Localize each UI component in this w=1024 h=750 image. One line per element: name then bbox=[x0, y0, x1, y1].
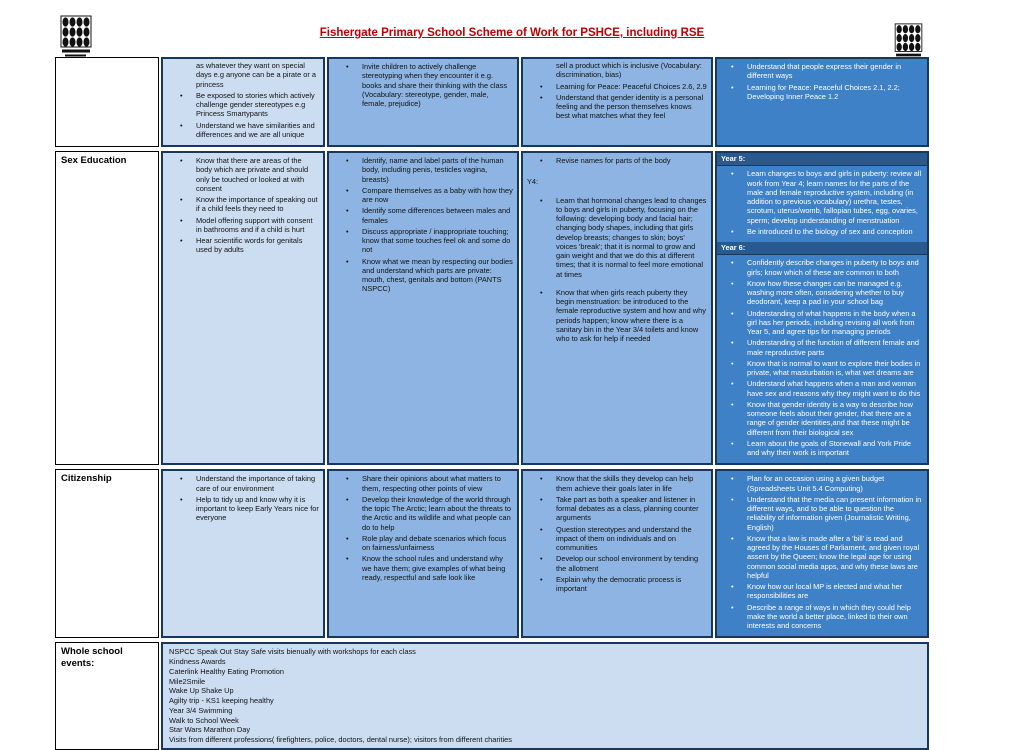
block-content bbox=[526, 177, 708, 346]
block-content bbox=[166, 473, 320, 525]
cell-block bbox=[526, 61, 708, 124]
bullet-item: • Know the importance of speaking out if a child feels they need to bbox=[166, 195, 319, 214]
content-cell bbox=[521, 57, 713, 147]
bullet-item: • Know that the skills they develop can help them achieve their goals later in life bbox=[526, 474, 707, 493]
content-cell bbox=[715, 151, 929, 465]
cell-block bbox=[332, 61, 514, 111]
bullet-item: • Revise names for parts of the body bbox=[526, 156, 707, 165]
bullet-list bbox=[332, 473, 514, 585]
bullet-list bbox=[717, 168, 924, 239]
cell-block bbox=[166, 473, 320, 525]
cell-block bbox=[166, 155, 320, 258]
year-group-bar: Year 6: bbox=[717, 242, 927, 255]
bullet-item: • Understand that the media can present information in different ways, and to be able to question the reliability of information given (Journalistic Writing, English) bbox=[717, 495, 923, 532]
bullet-item: • Learning for Peace: Peaceful Choices 2.1, 2.2; Developing Inner Peace 1.2 bbox=[717, 83, 923, 102]
bullet-item: • Know that a law is made after a 'bill' is read and agreed by the Houses of Parliament, and given royal assent by the Queen; know the legal age for using common social media apps, and why these laws are helpful bbox=[717, 534, 923, 580]
content-cell bbox=[715, 469, 929, 638]
bullet-list bbox=[166, 155, 320, 258]
bullet-item: • Understanding of what happens in the body when a girl has her periods, including revising all work from Year 5, and agree tips for managing periods bbox=[717, 309, 923, 337]
content-cell bbox=[521, 151, 713, 465]
content-cell bbox=[521, 469, 713, 638]
block-content bbox=[332, 473, 514, 585]
continued-text: as whatever they want on special days e.g anyone can be a pirate or a princess bbox=[196, 61, 316, 89]
bullet-item: • Plan for an occasion using a given budget (Spreadsheets Unit 5.4 Computing) bbox=[717, 474, 923, 493]
content-cell bbox=[327, 151, 519, 465]
bullet-item: • Learn that hormonal changes lead to changes to boys and girls in puberty, focusing on the following: developing body and facial hair; changing body shapes, including that girls develop breasts; changes to skin; boys' voices 'break'; that it is normal to grow and gain weight and that we do this at different times; that it is normal to feel more emotional at times bbox=[526, 196, 707, 279]
event-line: NSPCC Speak Out Stay Safe visits bienually with workshops for each class bbox=[169, 647, 416, 657]
bullet-item: • Question stereotypes and understand the impact of them on individuals and on communities bbox=[526, 525, 707, 553]
row-label: Sex Education bbox=[55, 151, 159, 465]
cell-block bbox=[526, 155, 708, 168]
block-content bbox=[717, 166, 927, 242]
bullet-item: • Confidently describe changes in puberty to boys and girls; know which of these are common to both bbox=[717, 258, 923, 277]
bullet-item: • Learning for Peace: Peaceful Choices 2.6, 2.9 bbox=[526, 82, 707, 91]
content-cell bbox=[161, 151, 325, 465]
cell-block bbox=[717, 153, 927, 242]
bullet-list bbox=[717, 61, 924, 104]
cell-block bbox=[717, 242, 927, 463]
content-cell bbox=[327, 469, 519, 638]
bullet-item: • Share their opinions about what matters to them, respecting other points of view bbox=[332, 474, 513, 493]
year-group-bar: Year 5: bbox=[717, 153, 927, 166]
bullet-item: • Discuss appropriate / inappropriate touching; know that some touches feel ok and some do not bbox=[332, 227, 513, 255]
bullet-list bbox=[166, 90, 320, 142]
bullet-list bbox=[526, 155, 708, 168]
bullet-item: • Hear scientific words for genitals used by adults bbox=[166, 236, 319, 255]
block-content bbox=[526, 473, 708, 596]
cell-block bbox=[717, 471, 927, 636]
cell-block bbox=[526, 177, 708, 346]
event-line: Kindness Awards bbox=[169, 657, 226, 666]
bullet-item: • Understand the importance of taking care of our environment bbox=[166, 474, 319, 493]
event-line: Caterlink Healthy Eating Promotion bbox=[169, 666, 285, 676]
bullet-item: • Model offering support with consent in bathrooms and if a child is hurt bbox=[166, 216, 319, 235]
bullet-list bbox=[717, 257, 924, 460]
event-line: Mile2Smile bbox=[169, 676, 206, 686]
row-label bbox=[55, 57, 159, 147]
bullet-list bbox=[332, 61, 514, 111]
cell-block bbox=[717, 59, 927, 107]
bullet-item: • Know how our local MP is elected and what her responsibilities are bbox=[717, 582, 923, 601]
bullet-item: • Describe a range of ways in which they could help make the world a better place, linked to their own interests and concerns bbox=[717, 603, 923, 631]
bullet-item: • Compare themselves as a baby with how they are now bbox=[332, 186, 513, 205]
event-line: Walk to School Week bbox=[169, 715, 239, 725]
block-content bbox=[166, 155, 320, 258]
bullet-item: • Develop our school environment by tending the allotment bbox=[526, 554, 707, 573]
bullet-item: • Identify, name and label parts of the human body, including penis, testicles vagina, breasts) bbox=[332, 156, 513, 184]
bullet-item: • Understanding of the function of different female and male reproductive parts bbox=[717, 338, 923, 357]
bullet-item: • Learn changes to boys and girls in puberty: review all work from Year 4; learn names for the parts of the male and female reproductive system, including (in addition to previous vocabulary) urethra, testes, scrotum, uterus/womb, fallopian tubes, egg, ovaries, sperm; develop understanding of menstruation bbox=[717, 169, 923, 225]
cell-block bbox=[332, 473, 514, 585]
bullet-item: • Identify some differences between males and females bbox=[332, 206, 513, 225]
block-content bbox=[166, 61, 320, 142]
content-cell bbox=[327, 57, 519, 147]
content-cell bbox=[161, 57, 325, 147]
bullet-list bbox=[526, 473, 708, 596]
cell-block bbox=[166, 61, 320, 142]
bullet-item: • Know that when girls reach puberty they begin menstruation: be introduced to the female reproductive system and how and why periods happen; know where there is a sanitary bin in the Year 3/4 toilets and know who to ask for help if needed bbox=[526, 288, 707, 344]
bullet-item: • Know that gender identity is a way to describe how someone feels about their gender, that there are a range of gender identities,and that these might be different from their biological sex bbox=[717, 400, 923, 437]
bullet-item: • Understand that gender identity is a personal feeling and the person themselves knows best what matches what they feel bbox=[526, 93, 707, 121]
block-content bbox=[717, 59, 927, 107]
bullet-list bbox=[526, 81, 708, 124]
block-content bbox=[717, 471, 927, 636]
event-line: Year 3/4 Swimming bbox=[169, 705, 233, 715]
row-label: Whole school events: bbox=[55, 642, 159, 750]
block-content bbox=[526, 61, 708, 124]
bullet-item: • Be introduced to the biology of sex and conception bbox=[717, 227, 923, 236]
bullet-item: • Explain why the democratic process is important bbox=[526, 575, 707, 594]
whole-school-events-cell bbox=[161, 642, 929, 750]
bullet-item: • Understand we have similarities and differences and we are all unique bbox=[166, 121, 319, 140]
content-cell bbox=[715, 57, 929, 147]
event-line: Wake Up Shake Up bbox=[169, 686, 234, 696]
bullet-item: • Know that there are areas of the body which are private and should only be touched or looked at with consent bbox=[166, 156, 319, 193]
page-title: Fishergate Primary School Scheme of Work for PSHCE, including RSE bbox=[319, 27, 705, 39]
scheme-of-work-table bbox=[55, 57, 929, 750]
bullet-item: • Know that is normal to want to explore their bodies in private, what masturbation is, what wet dreams are bbox=[717, 359, 923, 378]
bullet-item: • Invite children to actively challenge stereotyping when they encounter it e.g. books and share their thinking with the class (Vocabulary: stereotype, gender, male, female, prejudice) bbox=[332, 62, 513, 108]
row-label: Citizenship bbox=[55, 469, 159, 638]
bullet-item: • Understand what happens when a man and woman have sex and reasons why they might want to do this bbox=[717, 379, 923, 398]
year-group-label: Y4: bbox=[527, 177, 539, 187]
bullet-item: • Be exposed to stories which actively challenge gender stereotypes e.g Princess Smartypants bbox=[166, 91, 319, 119]
bullet-list bbox=[526, 195, 708, 347]
bullet-list bbox=[332, 155, 514, 297]
bullet-item: • Know what we mean by respecting our bodies and understand which parts are private: mouth, chest, genitals and bottom (PANTS NSPCC) bbox=[332, 257, 513, 294]
bullet-item: • Role play and debate scenarios which focus on fairness/unfairness bbox=[332, 534, 513, 553]
bullet-list bbox=[717, 473, 924, 633]
bullet-item: • Know the school rules and understand why we have them; give examples of what being ready, respectful and safe look like bbox=[332, 554, 513, 582]
bullet-item: • Help to tidy up and know why it is important to keep Early Years nice for everyone bbox=[166, 495, 319, 523]
cell-block bbox=[332, 155, 514, 297]
bullet-item: • Learn about the goals of Stonewall and York Pride and why their work is important bbox=[717, 439, 923, 458]
event-line: Star Wars Marathon Day bbox=[169, 725, 251, 735]
bullet-item: • Take part as both a speaker and listener in formal debates as a class, planning counter arguments bbox=[526, 495, 707, 523]
block-content bbox=[526, 155, 708, 168]
bullet-item: • Develop their knowledge of the world through the topic The Arctic; learn about the threats to the Arctic and its wildlife and what people can do to help bbox=[332, 495, 513, 532]
bullet-item: • Know how these changes can be managed e.g. washing more often, considering whether to buy deodorant, keep a pad in your school bag bbox=[717, 279, 923, 307]
bullet-list bbox=[166, 473, 320, 525]
block-content bbox=[332, 61, 514, 111]
block-content bbox=[332, 155, 514, 297]
event-line: Agilty trip - KS1 keeping healthy bbox=[169, 696, 274, 705]
event-line: Visits from different professions( firefighters, police, doctors, dental nurse); visitors from different charities bbox=[169, 735, 512, 744]
bullet-item: • Understand that people express their gender in different ways bbox=[717, 62, 923, 81]
continued-text: sell a product which is inclusive (Vocabulary: discrimination, bias) bbox=[556, 61, 702, 80]
cell-block bbox=[526, 473, 708, 596]
block-content bbox=[717, 255, 927, 463]
content-cell bbox=[161, 469, 325, 638]
